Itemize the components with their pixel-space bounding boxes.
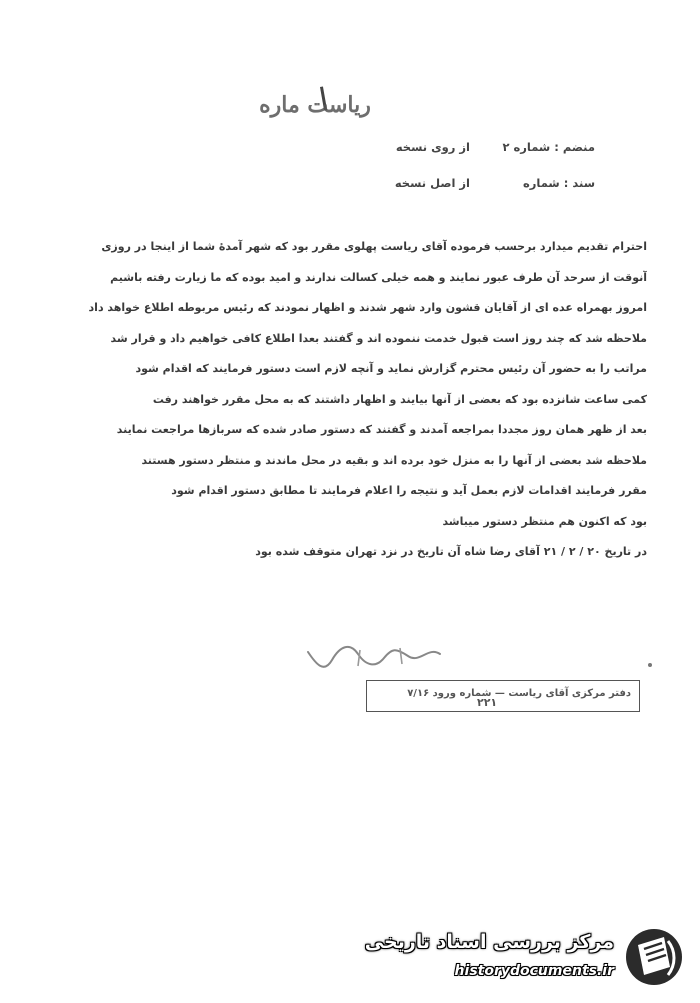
body-line: احترام تقدیم میدارد برحسب فرموده آقای ریاست پهلوی مقرر بود که شهر آمدهٔ شما از اینجا در روزی [101, 240, 647, 253]
meta-line1-left: از روی نسخه [395, 140, 470, 154]
body-line: آنوقت از سرحد آن طرف عبور نمایند و همه خیلی کسالت ندارند و امید بوده که ما زیارت رفته باشیم [110, 270, 647, 284]
body-line: بعد از ظهر همان روز مجددا بمراجعه آمدند و گفتند که دستور صادر شده که سربازها مراجعت نمایند [116, 423, 647, 436]
body-line: کمی ساعت شانزده بود که بعضی از آنها بیایند و اظهار داشتند که به محل مقرر خواهند رفت [152, 392, 647, 406]
body-line: امروز بهمراه عده ای از آقایان قشون وارد شهر شدند و اظهار نمودند که رئیس مربوطه اطلاع خواهد داد [88, 301, 647, 314]
archive-url[interactable]: historydocuments.ir [454, 963, 614, 979]
stamp-number: ۲۲۱ [477, 696, 498, 709]
body-line: مقرر فرمایند اقدامات لازم بعمل آید و نتیجه را اعلام فرمایند تا مطابق دستور اقدام شود [171, 484, 647, 497]
body-line: مراتب را به حضور آن رئیس محترم گزارش نماید و آنچه لازم است دستور فرمایند که اقدام شود [135, 362, 647, 375]
handwritten-signature [300, 642, 450, 672]
margin-dot [648, 663, 652, 667]
archive-logo-icon [624, 927, 684, 987]
letter-body [62, 232, 647, 568]
meta-line2-left: از اصل نسخه [394, 176, 470, 190]
body-line: بود که اکنون هم منتظر دستور میباشد [442, 514, 647, 528]
meta-line2-right: سند : شماره [523, 176, 595, 190]
stamp-text: دفتر مرکزی آقای ریاست — شماره ورود ۷/۱۶ [407, 688, 631, 699]
body-line: ملاحظه شد که چند روز است قبول خدمت ننموده اند و گفتند بعدا اطلاع کافی خواهیم داد و قرار شد [110, 331, 647, 345]
archive-title: مرکز بررسی اسناد تاریخی [364, 931, 614, 953]
closing-line: در تاریخ ۲۰ / ۲ / ۲۱ آقای رضا شاه آن تاریخ در نزد تهران متوقف شده بود [255, 545, 647, 558]
watermark-footer [364, 927, 684, 989]
meta-line1-right: منضم : شماره ۲ [502, 140, 595, 154]
document-heading: ریاست ماره [259, 92, 371, 118]
body-line: ملاحظه شد بعضی از آنها را به منزل خود برده اند و بقیه در محل ماندند و منتظر دستور هستند [141, 453, 647, 467]
registry-stamp [366, 680, 640, 712]
